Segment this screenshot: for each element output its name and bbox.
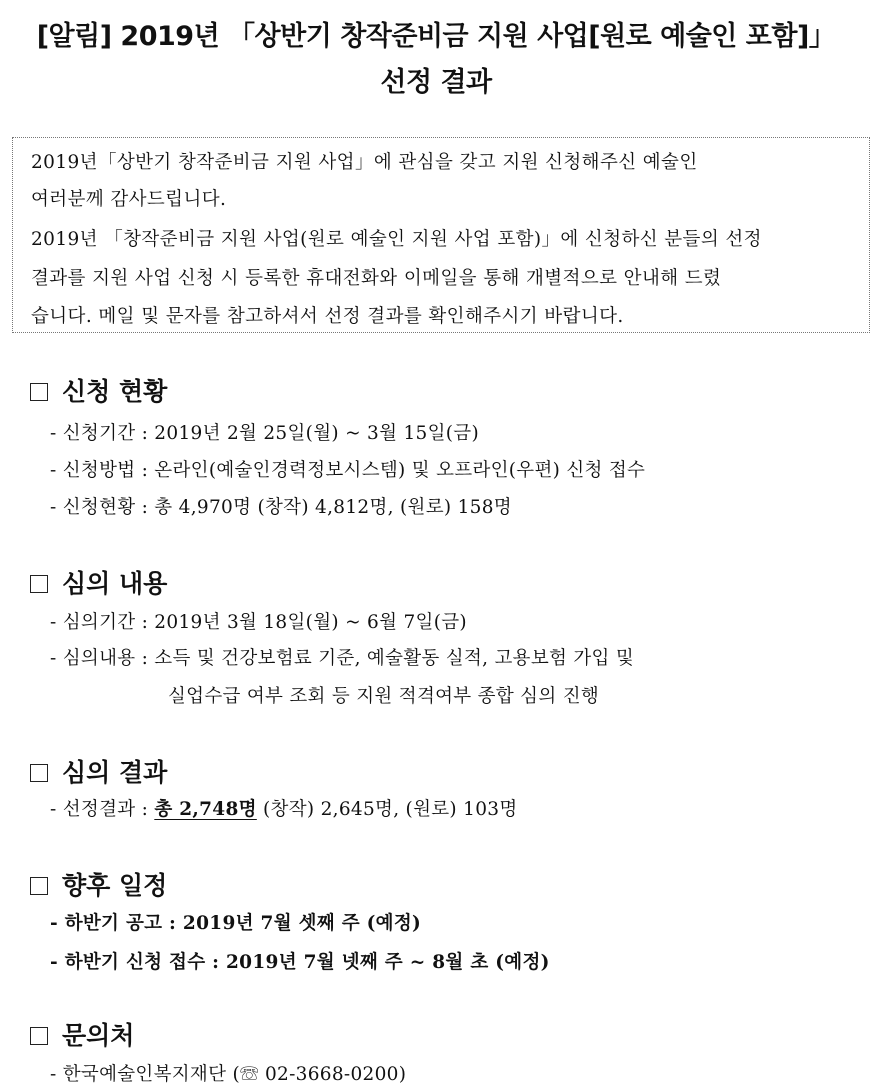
document-title-line-1: [알림] 2019년 「상반기 창작준비금 지원 사업[원로 예술인 포함]」 [36, 21, 836, 52]
list-item: - 심의내용 : 소득 및 건강보험료 기준, 예술활동 실적, 고용보험 가입 및 [50, 648, 635, 669]
section-heading-contact [30, 1016, 134, 1052]
result-breakdown: (창작) 2,645명, (원로) 103명 [256, 799, 518, 820]
list-item: - 신청기간 : 2019년 2월 25일(월) ~ 3월 15일(금) [50, 423, 479, 444]
section-heading-schedule [30, 866, 167, 902]
list-item-continuation: 실업수급 여부 조회 등 지원 적격여부 종합 심의 진행 [168, 686, 600, 707]
notice-line: 여러분께 감사드립니다. [31, 189, 227, 210]
document-title-line-2: 선정 결과 [380, 67, 492, 98]
list-item: - 신청방법 : 온라인(예술인경력정보시스템) 및 오프라인(우편) 신청 접수 [50, 460, 646, 481]
square-bullet-icon [30, 383, 48, 401]
list-item: - 한국예술인복지재단 (☏ 02-3668-0200) [50, 1064, 407, 1085]
notice-line: 2019년 「창작준비금 지원 사업(원로 예술인 지원 사업 포함)」에 신청하신 분들의 선정 [31, 229, 762, 250]
notice-line: 결과를 지원 사업 신청 시 등록한 휴대전화와 이메일을 통해 개별적으로 안내해 드렸 [31, 268, 722, 289]
selected-total: 총 2,748명 [154, 799, 257, 820]
list-item [50, 795, 518, 821]
list-item: - 신청현황 : 총 4,970명 (창작) 4,812명, (원로) 158명 [50, 497, 512, 518]
section-heading-text: 신청 현황 [62, 377, 168, 406]
list-item: - 심의기간 : 2019년 3월 18일(월) ~ 6월 7일(금) [50, 612, 467, 633]
square-bullet-icon [30, 764, 48, 782]
notice-line: 습니다. 메일 및 문자를 참고하셔서 선정 결과를 확인해주시기 바랍니다. [31, 306, 624, 327]
section-heading-text: 향후 일정 [62, 871, 168, 900]
notice-box [12, 137, 870, 333]
list-item: - 하반기 공고 : 2019년 7월 셋째 주 (예정) [50, 913, 422, 934]
notice-line: 2019년「상반기 창작준비금 지원 사업」에 관심을 갖고 지원 신청해주신 예술인 [31, 152, 698, 173]
section-heading-apply [30, 372, 167, 408]
section-heading-text: 심의 결과 [62, 758, 168, 787]
section-heading-review [30, 564, 167, 600]
section-heading-text: 문의처 [62, 1021, 135, 1050]
list-item: - 하반기 신청 접수 : 2019년 7월 넷째 주 ~ 8월 초 (예정) [50, 952, 550, 973]
square-bullet-icon [30, 877, 48, 895]
square-bullet-icon [30, 1027, 48, 1045]
section-heading-text: 심의 내용 [62, 569, 168, 598]
section-heading-result [30, 753, 167, 789]
square-bullet-icon [30, 575, 48, 593]
result-label: - 선정결과 : [50, 799, 155, 820]
